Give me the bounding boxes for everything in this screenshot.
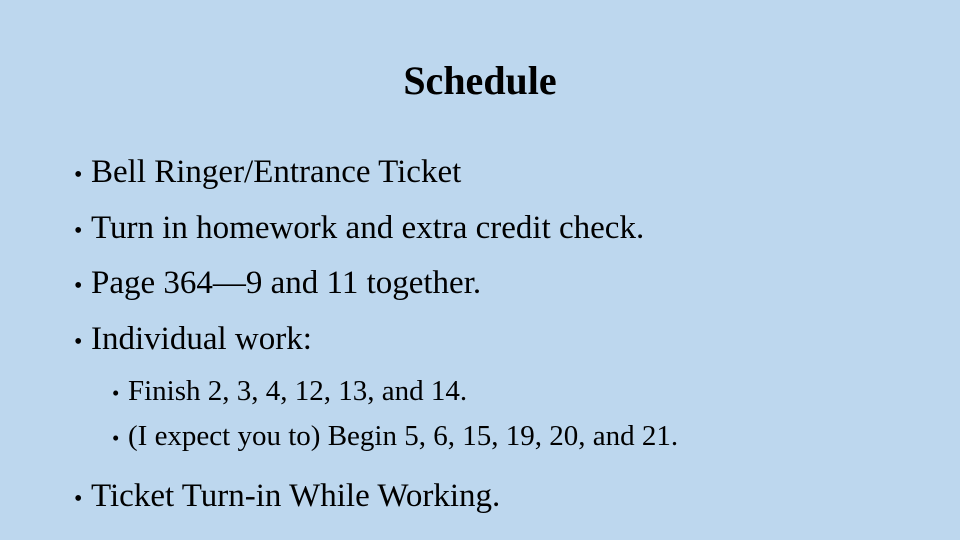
sub-bullet-item-finish xyxy=(112,370,934,415)
bullet-icon: • xyxy=(74,486,83,512)
bullet-icon: • xyxy=(74,273,83,299)
bullet-icon: • xyxy=(74,328,83,355)
bullet-icon: • xyxy=(74,217,83,244)
sub-bullet-list xyxy=(74,370,934,460)
bullet-text: Bell Ringer/Entrance Ticket xyxy=(91,154,462,190)
bullet-text: Ticket Turn-in While Working. xyxy=(91,478,501,514)
bullet-list xyxy=(74,146,934,526)
sub-bullet-icon: • xyxy=(112,426,120,450)
sub-bullet-text: (I expect you to) Begin 5, 6, 15, 19, 20, and 21. xyxy=(128,420,679,452)
sub-bullet-item-begin xyxy=(112,415,934,460)
sub-bullet-text: Finish 2, 3, 4, 12, 13, and 14. xyxy=(128,375,468,407)
bullet-item-ticket-turn-in xyxy=(74,470,934,526)
sub-bullet-icon: • xyxy=(112,381,120,405)
bullet-item-individual-work xyxy=(74,313,934,461)
bullet-icon: • xyxy=(74,162,83,188)
bullet-text: Turn in homework and extra credit check. xyxy=(91,209,645,246)
bullet-item-page xyxy=(74,257,934,313)
bullet-text: Individual work: xyxy=(91,320,312,357)
bullet-item-bell-ringer xyxy=(74,146,934,202)
bullet-item-homework xyxy=(74,202,934,258)
slide-title: Schedule xyxy=(403,58,557,103)
bullet-text: Page 364—9 and 11 together. xyxy=(91,265,482,301)
